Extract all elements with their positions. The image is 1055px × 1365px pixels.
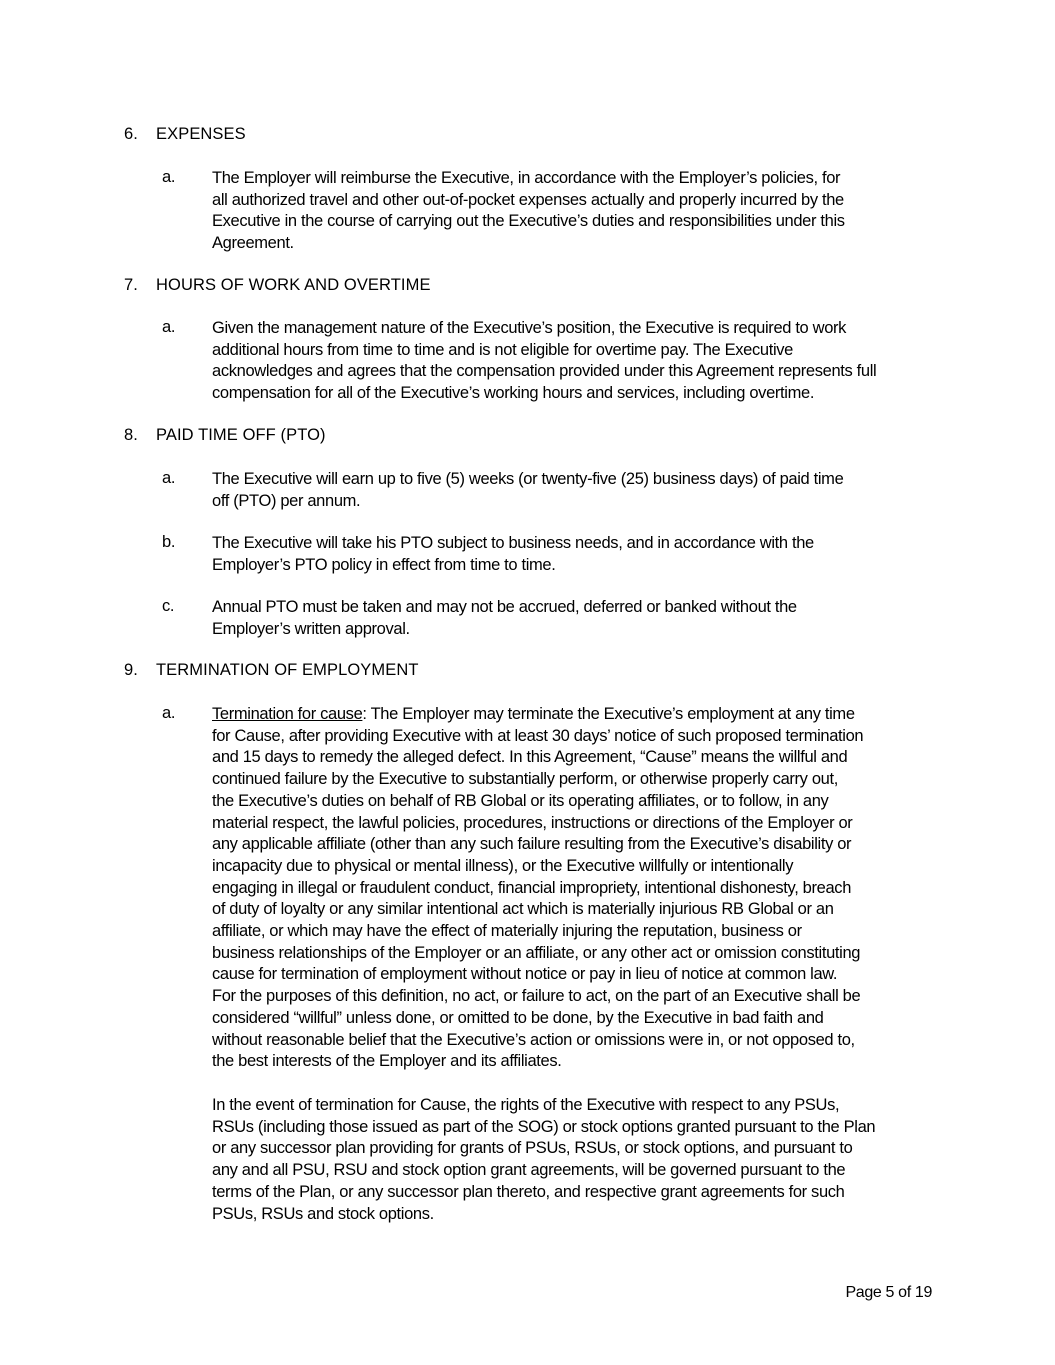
section-7-heading [124, 276, 431, 295]
text-line: acknowledges and agrees that the compensation provided under this Agreement represents full [212, 362, 877, 381]
text-line: Executive in the course of carrying out the Executive’s duties and responsibilities under this [212, 212, 845, 231]
text-line: engaging in illegal or fraudulent conduct, financial impropriety, intentional dishonesty, breach [212, 878, 852, 897]
section-title: HOURS OF WORK AND OVERTIME [156, 276, 431, 294]
page-number: Page 5 of 19 [845, 1284, 932, 1301]
item-letter: a. [162, 168, 176, 186]
item-body [212, 597, 937, 640]
text-fragment: : The Employer may terminate the Executive’s employment at any time [362, 705, 855, 723]
section-9-heading [124, 661, 419, 680]
text-line: For the purposes of this definition, no act, or failure to act, on the part of an Executive shall be [212, 987, 861, 1006]
text-line: additional hours from time to time and is not eligible for overtime pay. The Executive [212, 340, 794, 359]
section-number: 6. [124, 125, 138, 143]
section-title: PAID TIME OFF (PTO) [156, 426, 326, 444]
text-line: the Executive’s duties on behalf of RB Global or its operating affiliates, or to follow, in any [212, 791, 829, 810]
text-line: Agreement. [212, 234, 294, 253]
text-line: continued failure by the Executive to substantially perform, or otherwise properly carry out, [212, 770, 838, 789]
text-line: business relationships of the Employer or an affiliate, or any other act or omission constituting [212, 943, 861, 962]
text-line: material respect, the lawful policies, procedures, instructions or directions of the Employer or [212, 813, 853, 832]
text-line: incapacity due to physical or mental illness), or the Executive willfully or intentionally [212, 856, 794, 875]
text-line: PSUs, RSUs and stock options. [212, 1204, 434, 1223]
section-number: 7. [124, 276, 138, 294]
item-body [212, 318, 937, 405]
item-body [212, 469, 937, 512]
text-line: of duty of loyalty or any similar intentional act which is materially injurious RB Global or an [212, 900, 834, 919]
text-line: cause for termination of employment without notice or pay in lieu of notice at common law. [212, 965, 838, 984]
section-6-heading [124, 125, 246, 144]
text-line: off (PTO) per annum. [212, 491, 361, 510]
text-line: Employer’s written approval. [212, 619, 410, 638]
item-letter: a. [162, 469, 176, 487]
text-line: RSUs (including those issued as part of the SOG) or stock options granted pursuant to the Plan [212, 1117, 876, 1136]
text-line: considered “willful” unless done, or omitted to be done, by the Executive in bad faith and [212, 1008, 824, 1027]
text-line: compensation for all of the Executive’s working hours and services, including overtime. [212, 384, 815, 403]
text-line: terms of the Plan, or any successor plan thereto, and respective grant agreements for such [212, 1182, 845, 1201]
text-line: or any successor plan providing for grants of PSUs, RSUs, or stock options, and pursuant to [212, 1139, 853, 1158]
text-line: The Executive will take his PTO subject to business needs, and in accordance with the [212, 534, 814, 552]
item-body [212, 1095, 937, 1225]
text-line: Given the management nature of the Executive’s position, the Executive is required to work [212, 319, 847, 337]
text-line: any applicable affiliate (other than any such failure resulting from the Executive’s disability or [212, 835, 852, 854]
text-line: and 15 days to remedy the alleged defect. In this Agreement, “Cause” means the willful and [212, 748, 848, 767]
item-body [212, 168, 937, 255]
text-line: In the event of termination for Cause, the rights of the Executive with respect to any PSUs, [212, 1096, 840, 1114]
text-line: all authorized travel and other out-of-pocket expenses actually and properly incurred by the [212, 190, 844, 209]
text-line: Annual PTO must be taken and may not be accrued, deferred or banked without the [212, 598, 797, 616]
termination-for-cause-term: Termination for cause [212, 705, 363, 723]
text-line: The Employer will reimburse the Executive, in accordance with the Employer’s policies, for [212, 169, 841, 187]
text-line: for Cause, after providing Executive with at least 30 days’ notice of such proposed termination [212, 726, 864, 745]
section-number: 9. [124, 661, 138, 679]
item-letter: a. [162, 318, 176, 336]
item-letter: c. [162, 597, 175, 615]
text-line: the best interests of the Employer and its affiliates. [212, 1052, 562, 1071]
text-line: affiliate, or which may have the effect of materially injuring the reputation, business or [212, 922, 802, 941]
text-line: The Executive will earn up to five (5) weeks (or twenty-five (25) business days) of paid time [212, 470, 844, 488]
item-body [212, 533, 937, 576]
text-line: any and all PSU, RSU and stock option grant agreements, will be governed pursuant to the [212, 1161, 846, 1180]
text-line: Employer’s PTO policy in effect from time to time. [212, 555, 556, 574]
section-title: TERMINATION OF EMPLOYMENT [156, 661, 419, 679]
item-body [212, 704, 937, 1073]
item-letter: b. [162, 533, 176, 551]
section-number: 8. [124, 426, 138, 444]
item-letter: a. [162, 704, 176, 722]
text-line: without reasonable belief that the Executive’s action or omissions were in, or not opposed to, [212, 1030, 855, 1049]
section-title: EXPENSES [156, 125, 246, 143]
section-8-heading [124, 426, 326, 445]
text-line [212, 704, 937, 726]
